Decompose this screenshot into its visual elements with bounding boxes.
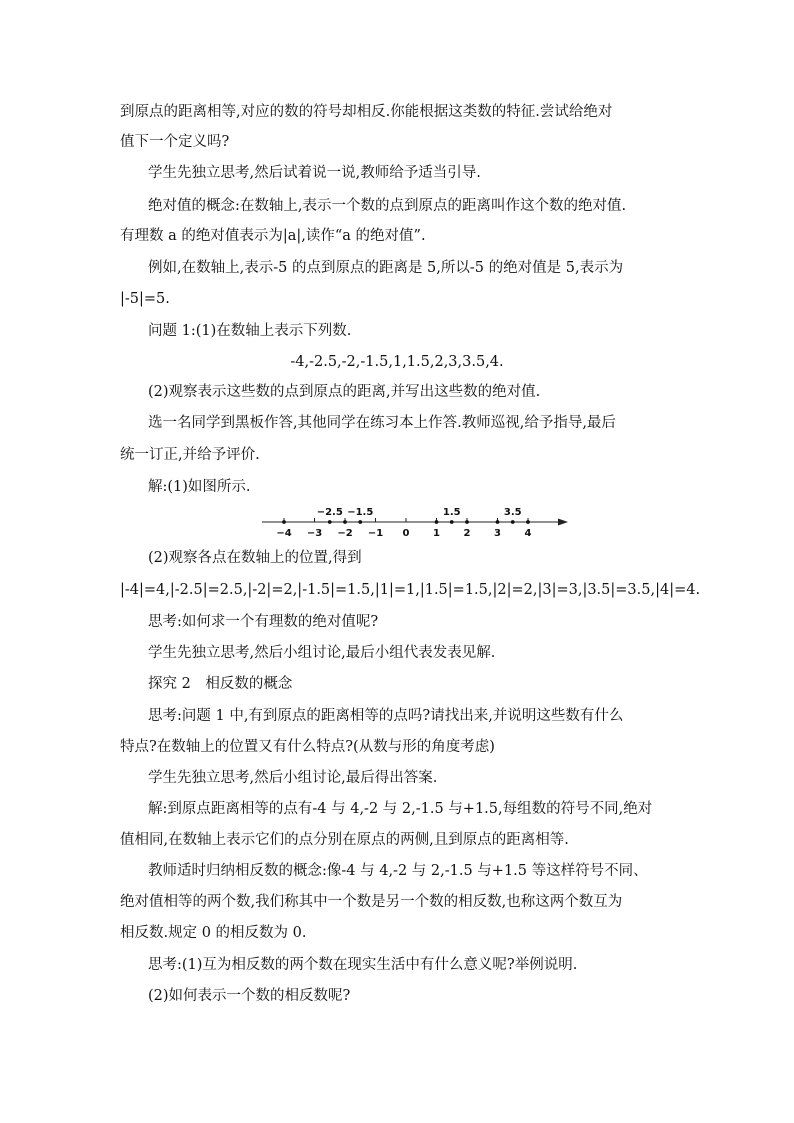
number-point	[496, 520, 500, 524]
tick-label: 1	[433, 528, 440, 539]
point-label: 3.5	[503, 507, 522, 518]
text-line: 思考:(1)互为相反数的两个数在现实生活中有什么意义呢?举例说明.	[148, 957, 578, 973]
text-line: 统一订正,并给予评价.	[120, 447, 260, 463]
point-label: −2.5	[316, 507, 343, 518]
number-point	[358, 520, 362, 524]
number-point	[343, 520, 347, 524]
question-heading: 问题 1:(1)在数轴上表示下列数.	[148, 323, 352, 339]
number-point	[282, 520, 286, 524]
text-line: 特点?在数轴上的位置又有什么特点?(从数与形的角度考虑)	[120, 739, 495, 755]
tick-label: 0	[402, 528, 410, 539]
text-line: 绝对值相等的两个数,我们称其中一个数是另一个数的相反数,也称这两个数互为	[120, 894, 623, 910]
tick-label: −4	[276, 528, 292, 539]
point-label: −1.5	[347, 507, 374, 518]
number-point	[450, 520, 454, 524]
number-point	[511, 520, 515, 524]
section-heading: 探究 2 相反数的概念	[148, 676, 293, 692]
text-line: 思考:如何求一个有理数的绝对值呢?	[148, 614, 379, 630]
point-label: 1.5	[442, 507, 461, 518]
text-line: (2)观察各点在数轴上的位置,得到	[148, 550, 362, 566]
tick-label: 3	[494, 528, 501, 539]
arrow-head-icon	[558, 519, 568, 526]
number-list: -4,-2.5,-2,-1.5,1,1.5,2,3,3.5,4.	[290, 354, 504, 370]
text-line: |-5|=5.	[120, 291, 170, 307]
absolute-values-line: |-4|=4,|-2.5|=2.5,|-2|=2,|-1.5|=1.5,|1|=1,|1.5|=1.5,|2|=2,|3|=3,|3.5|=3.5,|4|=4.	[120, 582, 701, 598]
text-line: 例如,在数轴上,表示-5 的点到原点的距离是 5,所以-5 的绝对值是 5,表示为	[148, 260, 624, 276]
text-line: 学生先独立思考,然后小组讨论,最后小组代表发表见解.	[148, 645, 496, 661]
tick-label: −3	[306, 528, 323, 539]
tick-label: −2	[337, 528, 353, 539]
concept-definition: 绝对值的概念:在数轴上,表示一个数的点到原点的距离叫作这个数的绝对值.	[148, 198, 627, 214]
text-line: 值相同,在数轴上表示它们的点分别在原点的两侧,且到原点的距离相等.	[120, 832, 569, 848]
number-point	[435, 520, 439, 524]
text-line: (2)如何表示一个数的相反数呢?	[148, 988, 351, 1004]
text-line: (2)观察表示这些数的点到原点的距离,并写出这些数的绝对值.	[148, 384, 541, 400]
tick-label: 2	[463, 528, 471, 539]
text-line: 解:到原点距离相等的点有-4 与 4,-2 与 2,-1.5 与+1.5,每组数的符号不同,绝对	[148, 801, 653, 817]
text-line: 值下一个定义吗?	[120, 134, 230, 150]
text-line: 相反数.规定 0 的相反数为 0.	[120, 925, 307, 941]
text-line: 教师适时归纳相反数的概念:像-4 与 4,-2 与 2,-1.5 与+1.5 等这样符号不同、	[148, 863, 648, 879]
text-line: 学生先独立思考,然后试着说一说,教师给予适当引导.	[148, 165, 481, 181]
number-point	[328, 520, 332, 524]
number-point	[465, 520, 469, 524]
text-line: 选一名同学到黑板作答,其他同学在练习本上作答.教师巡视,给予指导,最后	[148, 415, 616, 431]
text-line: 解:(1)如图所示.	[148, 479, 251, 495]
number-point	[526, 520, 530, 524]
tick-label: 4	[524, 528, 532, 539]
text-line: 有理数 a 的绝对值表示为|a|,读作“a 的绝对值”.	[120, 228, 426, 244]
tick-label: −1	[367, 528, 384, 539]
text-line: 学生先独立思考,然后小组讨论,最后得出答案.	[148, 770, 438, 786]
text-line: 到原点的距离相等,对应的数的符号却相反.你能根据这类数的特征.尝试给绝对	[120, 104, 613, 120]
number-line-figure	[258, 501, 570, 545]
text-line: 思考:问题 1 中,有到原点的距离相等的点吗?请找出来,并说明这些数有什么	[148, 708, 624, 724]
